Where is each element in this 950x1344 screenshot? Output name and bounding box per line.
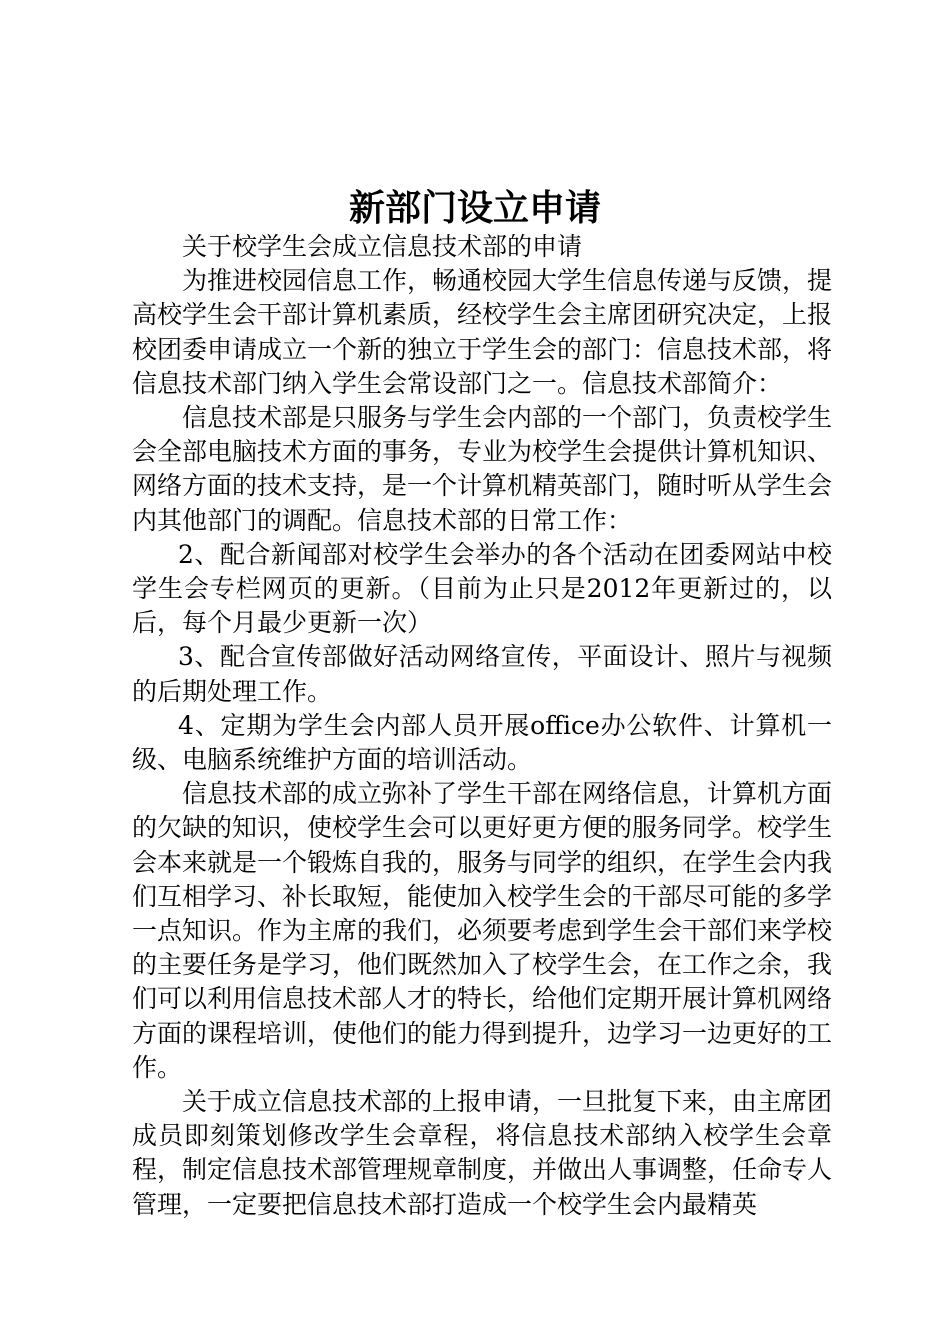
paragraph-duty-4: 4、定期为学生会内部人员开展office办公软件、计算机一级、电脑系统维护方面的培训活动。 — [132, 710, 832, 775]
paragraph-duty-2: 2、配合新闻部对校学生会举办的各个活动在团委网站中校学生会专栏网页的更新。（目前为止只是2012年更新过的，以后，每个月最少更新一次） — [132, 539, 832, 638]
paragraph-department-description: 信息技术部是只服务与学生会内部的一个部门，负责校学生会全部电脑技术方面的事务，专业为校学生会提供计算机知识、网络方面的技术支持，是一个计算机精英部门，随时听从学生会内其他部门的调配。信息技术部的日常工作： — [132, 403, 833, 535]
paragraph-duty-3: 3、配合宣传部做好活动网络宣传，平面设计、照片与视频的后期处理工作。 — [132, 642, 832, 706]
paragraph-intro: 为推进校园信息工作，畅通校园大学生信息传递与反馈，提高校学生会干部计算机素质，经校学生会主席团研究决定，上报校团委申请成立一个新的独立于学生会的部门：信息技术部，将信息技术部门纳入学生会常设部门之一。信息技术部简介： — [132, 266, 833, 398]
document-title: 新部门设立申请 — [348, 187, 601, 229]
paragraph-benefits: 信息技术部的成立弥补了学生干部在网络信息，计算机方面的欠缺的知识，使校学生会可以更好更方便的服务同学。校学生会本来就是一个锻炼自我的，服务与同学的组织，在学生会内我们互相学习、补长取短，能使加入校学生会的干部尽可能的多学一点知识。作为主席的我们，必须要考虑到学生会干部们来学校的主要任务是学习，他们既然加入了校学生会，在工作之余，我们可以利用信息技术部人才的特长，给他们定期开展计算机网络方面的课程培训，使他们的能力得到提升，边学习一边更好的工作。 — [132, 779, 833, 1082]
paragraph-heading: 关于校学生会成立信息技术部的申请 — [182, 232, 583, 261]
document-body — [132, 230, 832, 1222]
paragraph-plan: 关于成立信息技术部的上报申请，一旦批复下来，由主席团成员即刻策划修改学生会章程，将信息技术部纳入校学生会章程，制定信息技术部管理规章制度，并做出人事调整，任命专人管理，一定要把信息技术部打造成一个校学生会内最精英 — [132, 1087, 833, 1219]
